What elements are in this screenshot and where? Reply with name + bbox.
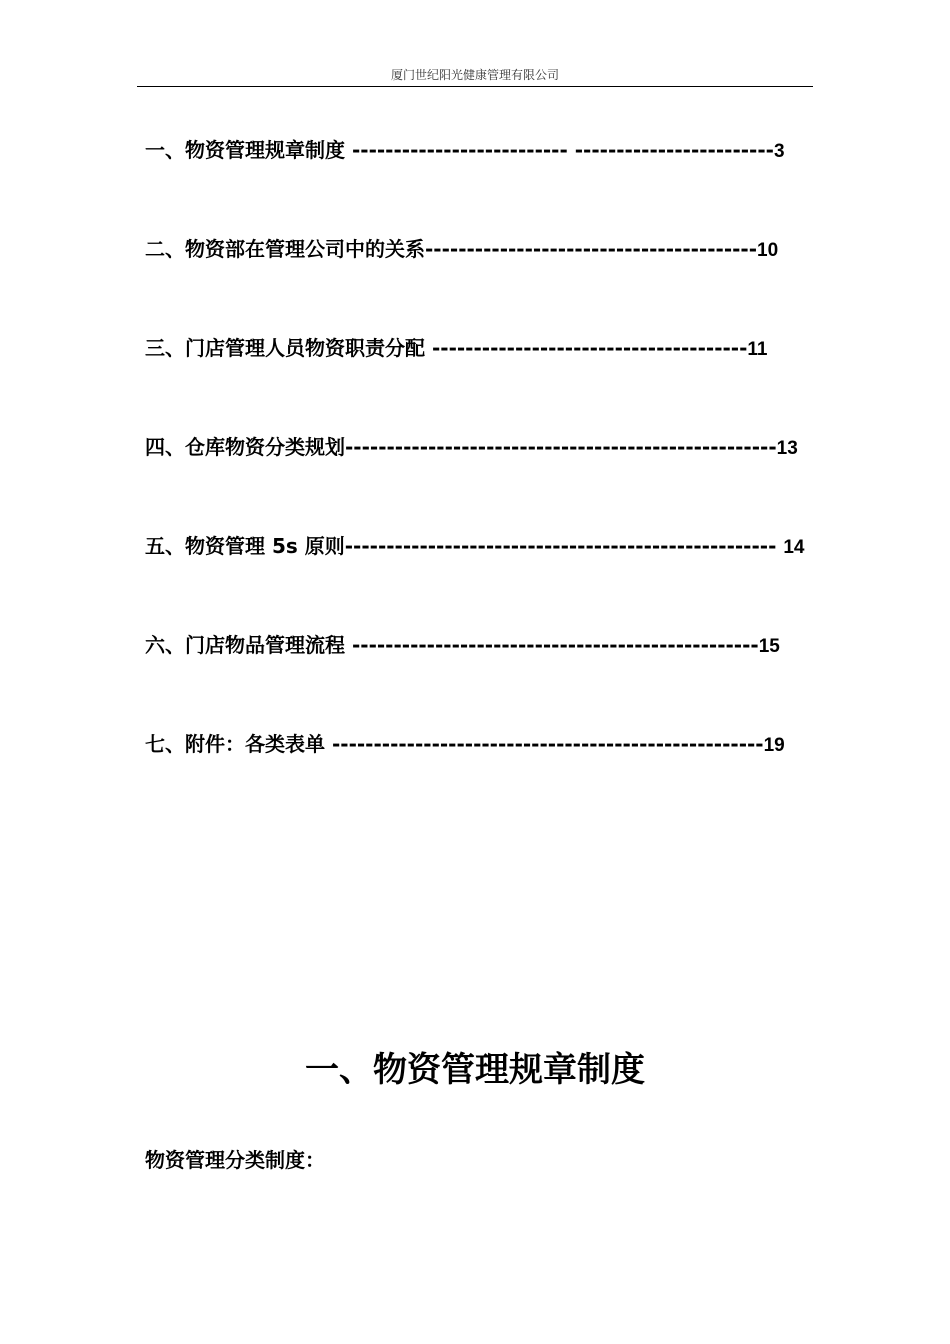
toc-page-number: 13: [776, 438, 798, 459]
toc-page-number: 11: [747, 339, 768, 360]
company-name: 厦门世纪阳光健康管理有限公司: [390, 68, 559, 82]
toc-entry[interactable]: [145, 625, 780, 665]
toc-page-number: 15: [758, 636, 780, 657]
toc-entry-text: 三、门店管理人员物资职责分配 --------------------------------------: [145, 336, 748, 360]
toc-page-number: 19: [763, 735, 785, 756]
toc-entry[interactable]: [145, 229, 778, 269]
toc-page-number: 14: [783, 537, 805, 558]
toc-entry-text: 一、物资管理规章制度 -------------------------- ------------------------: [145, 138, 774, 162]
toc-entry[interactable]: [145, 427, 798, 467]
toc-entry-text: 五、物资管理 5s 原则----------------------------------------------------: [145, 534, 784, 558]
toc-entry-text: 二、物资部在管理公司中的关系----------------------------------------: [145, 237, 758, 261]
toc-entry[interactable]: [145, 130, 785, 170]
page-header: [137, 64, 813, 87]
toc-page-number: 3: [773, 141, 785, 162]
toc-entry-text: 七、附件：各类表单 ----------------------------------------------------: [145, 732, 764, 756]
toc-entry[interactable]: [145, 724, 785, 764]
section-title: 一、物资管理规章制度: [305, 1050, 645, 1090]
section-subheading: 物资管理分类制度：: [145, 1148, 325, 1172]
toc-entry-text: 六、门店物品管理流程 -------------------------------------------------: [145, 633, 759, 657]
toc-entry[interactable]: [145, 328, 768, 368]
toc-entry[interactable]: [145, 526, 805, 566]
toc-entry-text: 四、仓库物资分类规划----------------------------------------------------: [145, 435, 777, 459]
toc-page-number: 10: [757, 240, 779, 261]
